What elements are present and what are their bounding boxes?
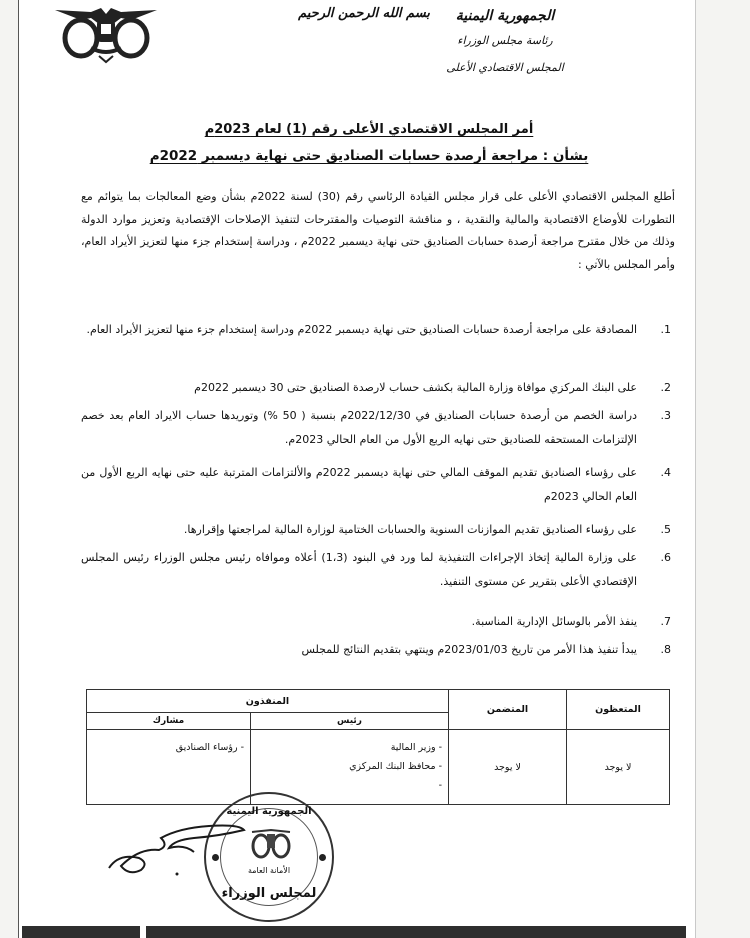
order-subject: بشأن : مراجعة أرصدة حسابات الصناديق حتى نهاية ديسمبر 2022م: [149, 148, 589, 164]
item-text: على البنك المركزي موافاة وزارة المالية بكشف حساب لارصدة الصناديق حتى 30 ديسمبر 2022م: [194, 381, 637, 394]
lead-item: - محافظ البنك المركزي: [349, 761, 442, 772]
yemen-emblem-icon: [51, 4, 161, 64]
item-number: 5.: [660, 523, 671, 536]
header-executors: المنفذون: [87, 690, 449, 713]
item-text: على رؤساء الصناديق تقديم الموقف المالي حتى نهاية ديسمبر 2022م والألتزامات المترتبة عليه حتى نهايه الربع الأول من العام الحالي 2023م: [81, 466, 637, 503]
header-participant: مشارك: [87, 713, 251, 730]
order-item: [81, 638, 671, 662]
header-lead: رئيس: [251, 713, 449, 730]
stamp-dot-icon: [319, 854, 326, 861]
order-item: [81, 546, 671, 594]
footer-bar-right: [146, 926, 686, 938]
stamp-top-text: الجمهورية اليمنية: [226, 806, 312, 817]
responsibility-table: [86, 689, 670, 805]
intro-paragraph: أطلع المجلس الاقتصادي الأعلى على قرار مجلس القيادة الرئاسي رقم (30) لسنة 2022م بشأن وضع المعالجات بما يتوائم مع التطورات للأوضاع الاقتصادية والمالية والنقدية ، و مناقشة التوصيات والمقترحات لتنفيذ الإصلاحات الإقتصادية وتعزيز موارد الدولة وذلك من خلال مقترح مراجعة أرصدة حسابات الصناديق حتى نهاية ديسمبر 2022م ، ودراسة إستخدام جزء منها لتعزيز الأيراد العام، وأمر المجلس بالآتي :: [81, 190, 675, 271]
order-item: [81, 610, 671, 634]
footer-bar-left: [22, 926, 140, 938]
order-item: [81, 376, 671, 400]
participant-item: - رؤساء الصناديق: [175, 742, 244, 753]
item-number: 3.: [660, 409, 671, 422]
signature-icon: [99, 808, 249, 888]
affected-value: لا يوجد: [567, 730, 670, 805]
document-page: [18, 0, 696, 938]
stamp-emblem-icon: [248, 828, 294, 862]
letterhead: [430, 8, 580, 74]
item-number: 1.: [660, 323, 671, 336]
item-number: 2.: [660, 381, 671, 394]
item-text: المصادقة على مراجعة أرصدة حسابات الصناديق حتى نهاية ديسمبر 2022م ودراسة إستخدام جزء منها لتعزيز الأيراد العام.: [86, 323, 637, 336]
order-item: [81, 461, 671, 509]
order-item: [81, 404, 671, 452]
item-number: 4.: [660, 466, 671, 479]
item-text: ينفذ الأمر بالوسائل الإدارية المناسبة.: [471, 615, 637, 628]
stamp-middle-text: الأمانة العامة: [247, 866, 291, 875]
item-number: 6.: [660, 551, 671, 564]
letterhead-country: الجمهورية اليمنية: [455, 8, 555, 24]
header-beneficiaries: المتضمن: [449, 690, 567, 730]
participant-list: [87, 730, 251, 805]
order-item: [81, 518, 671, 542]
stamp-bottom-text: لمجلس الوزراء: [221, 886, 317, 901]
letterhead-presidency: رئاسة مجلس الوزراء: [457, 34, 553, 47]
item-number: 8.: [660, 643, 671, 656]
beneficiaries-value: لا يوجد: [449, 730, 567, 805]
order-item: [81, 318, 671, 342]
lead-item: - وزير المالية: [390, 742, 442, 753]
lead-item: -: [438, 780, 442, 791]
item-text: دراسة الخصم من أرصدة حسابات الصناديق في 2022/12/30م بنسبة ( 50 %) وتوريدها حساب الايراد العام بعد خصم الإلتزامات المستحقه للصناديق حتى نهايه الربع الأول من العام الحالي 2023م.: [81, 409, 637, 446]
letterhead-council: المجلس الاقتصادي الأعلى: [446, 61, 564, 74]
header-affected: المتعظون: [567, 690, 670, 730]
item-text: على وزارة المالية إتخاذ الإجراءات التنفيذية لما ورد في البنود (1،3) أعلاه وموافاه رئيس مجلس الوزراء رئيس المجلس الإقتصادي الأعلى بتقرير عن مستوى التنفيذ.: [81, 551, 637, 588]
order-title: أمر المجلس الاقتصادي الأعلى رقم (1) لعام 2023م: [204, 122, 534, 137]
item-text: يبدأ تنفيذ هذا الأمر من تاريخ 2023/01/03م وينتهي بتقديم النتائج للمجلس: [301, 643, 637, 656]
item-number: 7.: [660, 615, 671, 628]
basmala: بسم الله الرحمن الرحيم: [298, 6, 430, 21]
item-text: على رؤساء الصناديق تقديم الموازنات السنوية والحسابات الختامية لوزارة المالية لمراجعتها وإقرارها.: [183, 523, 637, 536]
